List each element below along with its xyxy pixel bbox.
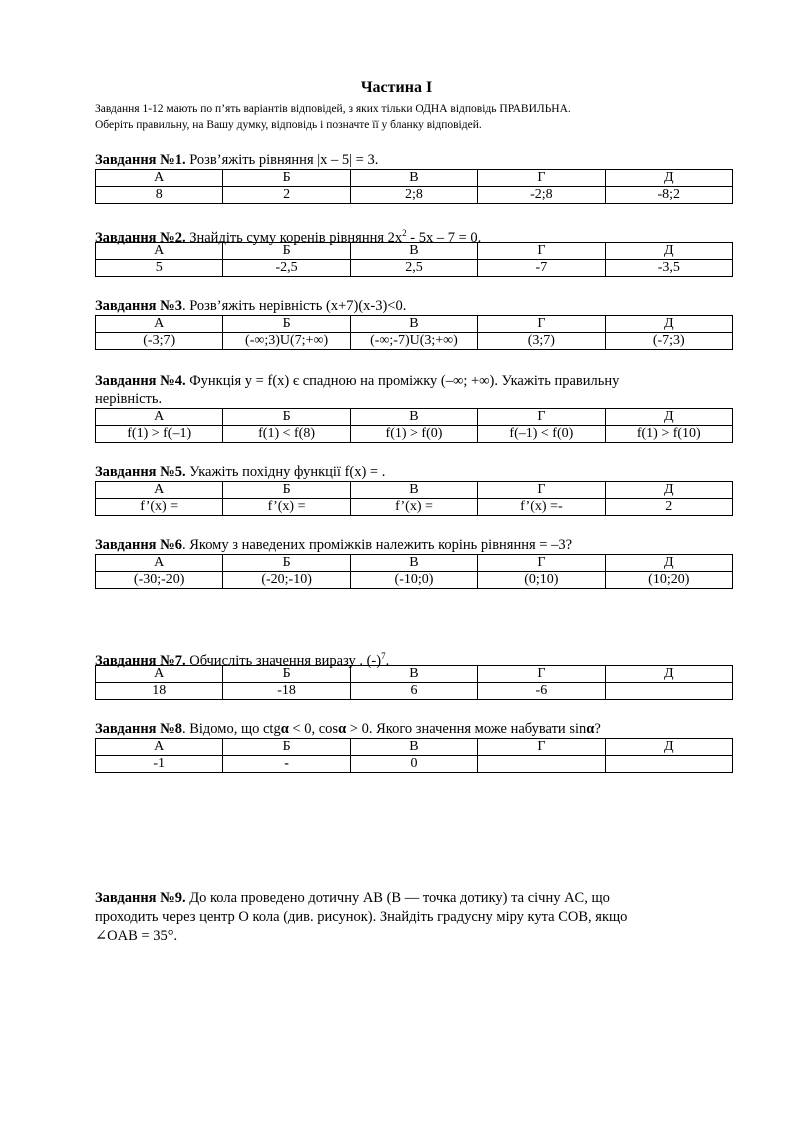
task-3-number: Завдання №3 xyxy=(95,298,182,314)
answer-v: (-10;0) xyxy=(350,572,477,589)
answers-row xyxy=(96,683,733,700)
task-6-statement xyxy=(95,536,735,554)
task-3-text: . Розв’яжіть нерівність (x+7)(x-3)<0. xyxy=(181,298,407,314)
task-9-text-line-2: проходить через центр O кола (див. рисунок). Знайдіть градусну міру кута COB, якщо xyxy=(95,909,628,925)
task-4-text-line-2: нерівність. xyxy=(95,391,163,407)
option-letter-a: А xyxy=(96,316,223,333)
letters-row xyxy=(96,243,733,260)
option-letter-d: Д xyxy=(605,316,732,333)
option-letter-d: Д xyxy=(605,555,732,572)
option-letter-g: Г xyxy=(478,666,605,683)
option-letter-a: А xyxy=(96,409,223,426)
answer-b: -2,5 xyxy=(223,260,350,277)
option-letter-g: Г xyxy=(478,316,605,333)
answer-v: 2,5 xyxy=(350,260,477,277)
answer-b: f’(x) = xyxy=(223,499,350,516)
option-letter-v: В xyxy=(350,170,477,187)
task-8-text-2: < 0, cos xyxy=(288,721,339,737)
option-letter-d: Д xyxy=(605,666,732,683)
alpha-symbol: α xyxy=(338,721,347,737)
option-letter-a: А xyxy=(96,482,223,499)
task-2-exponent: 2 xyxy=(402,228,407,238)
answers-row xyxy=(96,572,733,589)
option-letter-g: Г xyxy=(478,243,605,260)
answer-a: 18 xyxy=(96,683,223,700)
answer-b: (-20;-10) xyxy=(223,572,350,589)
option-letter-a: А xyxy=(96,555,223,572)
task-1-text: Розв’яжіть рівняння |x – 5| = 3. xyxy=(185,152,379,168)
option-letter-g: Г xyxy=(478,482,605,499)
option-letter-b: Б xyxy=(223,555,350,572)
answer-g: f’(x) =- xyxy=(478,499,605,516)
task-7-exponent: 7 xyxy=(381,651,386,661)
option-letter-b: Б xyxy=(223,409,350,426)
answer-a: 8 xyxy=(96,187,223,204)
answer-d: (-7;3) xyxy=(605,333,732,350)
task-3-statement xyxy=(95,297,735,315)
answer-v: 0 xyxy=(350,756,477,773)
answer-a: -1 xyxy=(96,756,223,773)
answer-v: f(1) > f(0) xyxy=(350,426,477,443)
answer-v: f’(x) = xyxy=(350,499,477,516)
letters-row xyxy=(96,666,733,683)
option-letter-d: Д xyxy=(605,170,732,187)
option-letter-a: А xyxy=(96,170,223,187)
answer-d: (10;20) xyxy=(605,572,732,589)
option-letter-g: Г xyxy=(478,739,605,756)
answer-g: (0;10) xyxy=(478,572,605,589)
option-letter-b: Б xyxy=(223,739,350,756)
option-letter-v: В xyxy=(350,482,477,499)
task-2-answer-table xyxy=(95,242,733,277)
answer-b: -18 xyxy=(223,683,350,700)
option-letter-a: А xyxy=(96,666,223,683)
option-letter-v: В xyxy=(350,555,477,572)
answer-v: (-∞;-7)U(3;+∞) xyxy=(350,333,477,350)
intro-line-2: Оберіть правильну, на Вашу думку, відповідь і позначте її у бланку відповідей. xyxy=(95,119,482,131)
task-5-text: Укажіть похідну функції f(x) = . xyxy=(185,464,386,480)
page-title: Частина І xyxy=(360,79,433,96)
answer-a: f’(x) = xyxy=(96,499,223,516)
task-8-text: . Відомо, що ctg xyxy=(181,721,281,737)
letters-row xyxy=(96,170,733,187)
task-6-answer-table xyxy=(95,554,733,589)
task-4-answer-table xyxy=(95,408,733,443)
task-5-answer-table xyxy=(95,481,733,516)
answers-row xyxy=(96,426,733,443)
answer-d: 2 xyxy=(605,499,732,516)
task-2-text-end: - 5x – 7 = 0. xyxy=(406,229,482,246)
task-8-text-4: ? xyxy=(594,721,601,737)
answer-g: -7 xyxy=(478,260,605,277)
option-letter-d: Д xyxy=(605,409,732,426)
letters-row xyxy=(96,482,733,499)
answer-g: -2;8 xyxy=(478,187,605,204)
alpha-symbol: α xyxy=(586,721,595,737)
task-8-statement xyxy=(95,720,735,738)
option-letter-d: Д xyxy=(605,739,732,756)
answer-b: 2 xyxy=(223,187,350,204)
task-9-statement xyxy=(95,889,735,907)
answer-a: 5 xyxy=(96,260,223,277)
option-letter-a: А xyxy=(96,739,223,756)
answer-g: (3;7) xyxy=(478,333,605,350)
answer-d xyxy=(605,756,732,773)
option-letter-b: Б xyxy=(223,482,350,499)
option-letter-v: В xyxy=(350,739,477,756)
option-letter-g: Г xyxy=(478,170,605,187)
answer-d xyxy=(605,683,732,700)
task-6-text: . Якому з наведених проміжків належить корінь рівняння = –3? xyxy=(181,537,573,553)
answer-g: -6 xyxy=(478,683,605,700)
option-letter-d: Д xyxy=(605,243,732,260)
task-1-answer-table xyxy=(95,169,733,204)
option-letter-g: Г xyxy=(478,555,605,572)
answer-b: f(1) < f(8) xyxy=(223,426,350,443)
option-letter-g: Г xyxy=(478,409,605,426)
answer-d: -3,5 xyxy=(605,260,732,277)
option-letter-v: В xyxy=(350,666,477,683)
task-6-number: Завдання №6 xyxy=(95,537,182,553)
option-letter-b: Б xyxy=(223,243,350,260)
answer-v: 6 xyxy=(350,683,477,700)
task-4-text-line-1: Функція y = f(x) є спадною на проміжку (–∞; +∞). Укажіть правильну xyxy=(185,373,620,389)
answer-b: - xyxy=(223,756,350,773)
answer-a: (-3;7) xyxy=(96,333,223,350)
answers-row xyxy=(96,333,733,350)
task-4-statement xyxy=(95,372,735,390)
alpha-symbol: α xyxy=(280,721,289,737)
letters-row xyxy=(96,316,733,333)
intro-line-1: Завдання 1-12 мають по п’ять варіантів відповідей, з яких тільки ОДНА відповідь ПРАВИЛЬНА. xyxy=(95,103,571,115)
answer-d: -8;2 xyxy=(605,187,732,204)
task-3-answer-table xyxy=(95,315,733,350)
option-letter-v: В xyxy=(350,316,477,333)
task-7-text: Обчисліть значення виразу . (-) xyxy=(185,652,382,669)
task-5-statement xyxy=(95,463,735,481)
task-8-text-3: > 0. Якого значення може набувати sin xyxy=(346,721,587,737)
task-9-text-line-3: ∠OAB = 35°. xyxy=(95,928,178,944)
letters-row xyxy=(96,409,733,426)
task-8-number: Завдання №8 xyxy=(95,721,182,737)
option-letter-a: А xyxy=(96,243,223,260)
answer-v: 2;8 xyxy=(350,187,477,204)
option-letter-v: В xyxy=(350,243,477,260)
task-1-statement xyxy=(95,151,735,169)
letters-row xyxy=(96,739,733,756)
answer-a: f(1) > f(–1) xyxy=(96,426,223,443)
option-letter-d: Д xyxy=(605,482,732,499)
answer-b: (-∞;3)U(7;+∞) xyxy=(223,333,350,350)
task-7-text-end: . xyxy=(385,652,390,669)
task-7-answer-table xyxy=(95,665,733,700)
task-9-text-line-1: До кола проведено дотичну AB (B — точка дотику) та січну AC, що xyxy=(185,890,610,906)
answers-row xyxy=(96,187,733,204)
task-7-number: Завдання №7. xyxy=(95,652,186,669)
answers-row xyxy=(96,260,733,277)
option-letter-b: Б xyxy=(223,170,350,187)
answer-g: f(–1) < f(0) xyxy=(478,426,605,443)
task-2-number: Завдання №2. xyxy=(95,229,186,246)
answer-g xyxy=(478,756,605,773)
task-1-number: Завдання №1. xyxy=(95,152,186,168)
answer-a: (-30;-20) xyxy=(96,572,223,589)
task-2-text: Знайдіть суму коренів рівняння 2x xyxy=(185,229,403,246)
option-letter-v: В xyxy=(350,409,477,426)
task-9-number: Завдання №9. xyxy=(95,890,186,906)
answer-d: f(1) > f(10) xyxy=(605,426,732,443)
answers-row xyxy=(96,756,733,773)
option-letter-b: Б xyxy=(223,316,350,333)
letters-row xyxy=(96,555,733,572)
option-letter-b: Б xyxy=(223,666,350,683)
task-4-number: Завдання №4. xyxy=(95,373,186,389)
answers-row xyxy=(96,499,733,516)
task-8-answer-table xyxy=(95,738,733,773)
task-5-number: Завдання №5. xyxy=(95,464,186,480)
